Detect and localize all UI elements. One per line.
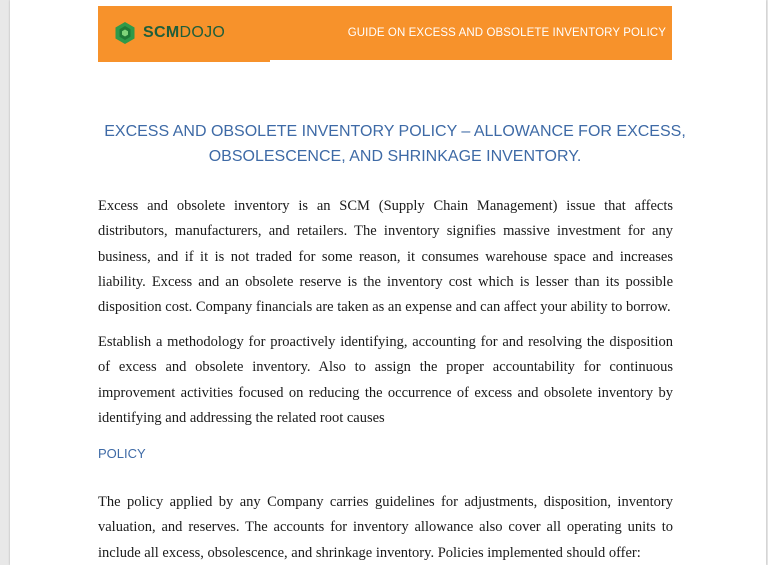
methodology-paragraph [98,330,673,431]
paragraph-line: include all excess, obsolescence, and shrinkage inventory. Policies implemented should offer: [98,544,641,561]
document-title-line: OBSOLESCENCE, AND SHRINKAGE INVENTORY. [208,148,582,165]
document-title [70,119,720,169]
paragraph-line: improvement activities focused on reducing the occurrence of excess and obsolete inventory by [98,384,673,401]
page-header-banner [98,6,672,60]
paragraph-line: disposition cost. Company financials are taken as an expense and can affect your ability to borrow. [98,299,671,316]
header-guide-title: GUIDE ON EXCESS AND OBSOLETE INVENTORY POLICY [347,27,666,39]
paragraph-line: identifying and addressing the related root causes [98,409,385,426]
scmdojo-logo [113,21,225,45]
paragraph-line: distributors, manufacturers, and retailers. The inventory signifies massive investment for any [98,223,673,240]
hexagon-logo-icon [113,21,137,45]
paragraph-line: valuation, and reserves. The accounts for inventory allowance also cover all operating units to [98,519,673,536]
logo-text-bold: SCM [143,24,180,41]
document-title-line: EXCESS AND OBSOLETE INVENTORY POLICY – ALLOWANCE FOR EXCESS, [104,123,686,140]
paragraph-line: Excess and obsolete inventory is an SCM (Supply Chain Management) issue that affects [98,198,673,214]
paragraph-line: The policy applied by any Company carries guidelines for adjustments, disposition, inventory [98,494,673,510]
paragraph-line: business, and if it is not traded for some reason, it consumes warehouse space and increases [98,248,673,265]
header-accent-line [98,60,270,62]
paragraph-line: Establish a methodology for proactively identifying, accounting for and resolving the disposition [98,334,673,350]
document-page [10,0,766,565]
intro-paragraph [98,194,673,320]
logo-text-light: DOJO [179,24,226,41]
paragraph-line: of excess and obsolete inventory. Also to assign the proper accountability for continuous [98,359,673,376]
logo-wordmark [143,24,225,42]
policy-section-heading: POLICY [98,446,146,461]
paragraph-line: liability. Excess and an obsolete reserve is the inventory cost which is lesser than its possible [98,273,673,290]
policy-paragraph [98,490,673,565]
